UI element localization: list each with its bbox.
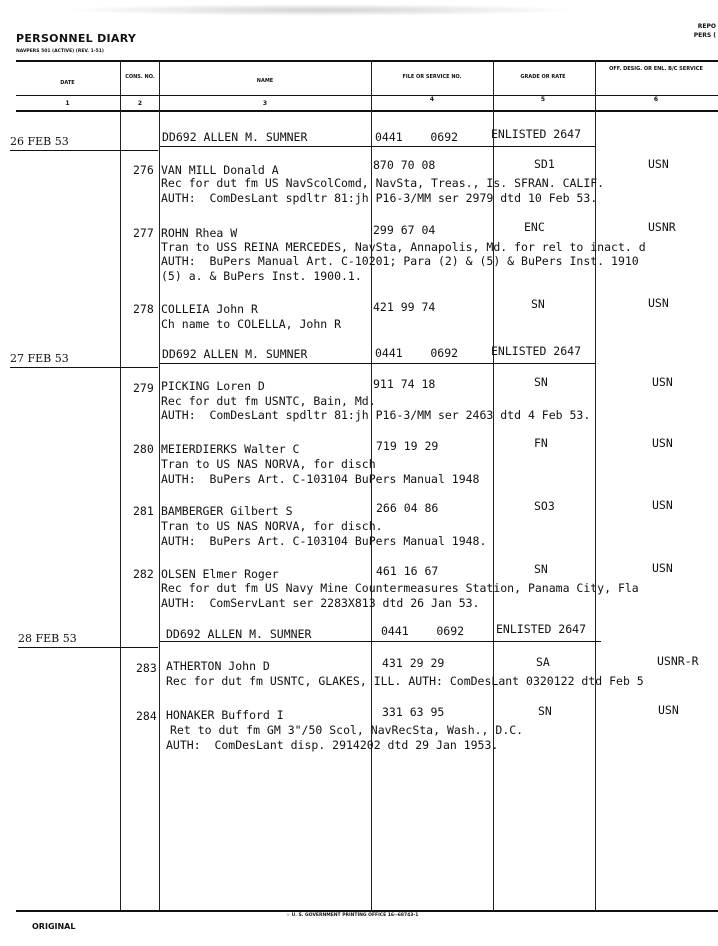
rate-281: SO3 bbox=[534, 499, 555, 513]
name-278: COLLEIA John R bbox=[161, 302, 258, 316]
rate-277: ENC bbox=[524, 220, 545, 234]
line2-280: Tran to US NAS NORVA, for disch bbox=[161, 457, 376, 471]
col-num-2: 2 bbox=[137, 100, 143, 107]
footer-rule bbox=[16, 910, 718, 912]
svc-284: 331 63 95 bbox=[382, 705, 445, 719]
line3-280: AUTH: BuPers Art. C-103104 BuPers Manual 1948 bbox=[161, 472, 480, 486]
col-header-cons: CONS. NO. bbox=[125, 74, 155, 80]
col-header-date: DATE bbox=[60, 80, 75, 86]
svc-281: 266 04 86 bbox=[376, 501, 439, 515]
form-title: PERSONNEL DIARY bbox=[16, 32, 137, 45]
line3-284: AUTH: ComDesLant disp. 2914202 dtd 29 Jan 1953. bbox=[166, 738, 499, 752]
cons-283: 283 bbox=[136, 661, 157, 675]
line3-282: AUTH: ComServLant ser 2283X813 dtd 26 Jan 53. bbox=[161, 596, 480, 610]
branch-284: USN bbox=[658, 703, 679, 717]
svc-280: 719 19 29 bbox=[376, 439, 439, 453]
name-282: OLSEN Elmer Roger bbox=[161, 567, 279, 581]
name-281: BAMBERGER Gilbert S bbox=[161, 504, 293, 518]
ship-underline-27 bbox=[160, 363, 595, 364]
top-right-label bbox=[694, 22, 716, 40]
cons-276: 276 bbox=[133, 163, 154, 177]
rate-279: SN bbox=[534, 375, 548, 389]
svc-277: 299 67 04 bbox=[373, 223, 436, 237]
col-rule-1 bbox=[120, 62, 121, 912]
ship-line-28: DD692 ALLEN M. SUMNER bbox=[166, 627, 312, 641]
branch-281: USN bbox=[652, 498, 673, 512]
name-283: ATHERTON John D bbox=[166, 659, 270, 673]
ship-line-27: DD692 ALLEN M. SUMNER bbox=[162, 347, 308, 361]
branch-278: USN bbox=[648, 296, 669, 310]
col-num-4: 4 bbox=[429, 96, 435, 103]
branch-279: USN bbox=[652, 375, 673, 389]
line2-281: Tran to US NAS NORVA, for disch. bbox=[161, 519, 383, 533]
line2-278: Ch name to COLELLA, John R bbox=[161, 317, 342, 331]
ship-grade-27: ENLISTED 2647 bbox=[491, 344, 582, 358]
col-header-offdesig: OFF. DESIG. OR ENL. B/C SERVICE bbox=[609, 66, 703, 72]
date-28-feb: 28 FEB 53 bbox=[18, 632, 77, 645]
line2-283: Rec for dut fm USNTC, GLAKES, ILL. AUTH: ComDesLant 0320122 dtd Feb 5 bbox=[166, 674, 644, 688]
cons-282: 282 bbox=[133, 567, 154, 581]
line2-279: Rec for dut fm USNTC, Bain, Md. bbox=[161, 394, 376, 408]
ship-underline-28 bbox=[160, 641, 601, 642]
ship-file-28: 0441 0692 bbox=[381, 624, 465, 638]
top-right-line2: PERS ( bbox=[693, 32, 716, 39]
col-num-6: 6 bbox=[653, 96, 659, 103]
date-26-feb: 26 FEB 53 bbox=[10, 135, 69, 148]
line2-282: Rec for dut fm US Navy Mine Countermeasures Station, Panama City, Fla bbox=[161, 581, 639, 595]
cons-281: 281 bbox=[133, 504, 154, 518]
ship-grade-28: ENLISTED 2647 bbox=[496, 622, 587, 636]
line3-281: AUTH: BuPers Art. C-103104 BuPers Manual 1948. bbox=[161, 534, 487, 548]
col-header-name: NAME bbox=[256, 78, 274, 84]
date-28-underline bbox=[18, 647, 158, 648]
date-27-feb: 27 FEB 53 bbox=[10, 352, 69, 365]
col-num-5: 5 bbox=[540, 96, 546, 103]
header-bottom-rule bbox=[16, 110, 718, 112]
name-280: MEIERDIERKS Walter C bbox=[161, 442, 300, 456]
top-right-line1: REPO bbox=[697, 23, 716, 30]
line3-279: AUTH: ComDesLant spdltr 81:jh P16-3/MM ser 2463 dtd 4 Feb 53. bbox=[161, 408, 591, 422]
rate-276: SD1 bbox=[534, 157, 555, 171]
cons-279: 279 bbox=[133, 381, 154, 395]
col-header-grade: GRADE OR RATE bbox=[520, 74, 566, 80]
line3-277: AUTH: BuPers Manual Art. C-10201; Para (2) & (5) & BuPers Inst. 1910 bbox=[161, 254, 639, 268]
cons-280: 280 bbox=[133, 442, 154, 456]
rate-280: FN bbox=[534, 436, 548, 450]
rate-284: SN bbox=[538, 704, 552, 718]
name-276: VAN MILL Donald A bbox=[161, 163, 279, 177]
svc-279: 911 74 18 bbox=[373, 377, 436, 391]
col-header-file: FILE OR SERVICE NO. bbox=[402, 74, 462, 80]
rate-282: SN bbox=[534, 562, 548, 576]
branch-280: USN bbox=[652, 436, 673, 450]
branch-277: USNR bbox=[648, 220, 676, 234]
form-number: NAVPERS 501 (ACTIVE) (REV. 1-51) bbox=[16, 49, 104, 54]
svc-276: 870 70 08 bbox=[373, 158, 436, 172]
svc-278: 421 99 74 bbox=[373, 300, 436, 314]
col-num-1: 1 bbox=[65, 100, 70, 107]
date-26-underline bbox=[10, 150, 158, 151]
rate-283: SA bbox=[536, 655, 550, 669]
ship-grade-26: ENLISTED 2647 bbox=[491, 127, 582, 141]
branch-282: USN bbox=[652, 561, 673, 575]
date-27-underline bbox=[10, 367, 158, 368]
header-top-rule bbox=[16, 60, 718, 62]
line4-277: (5) a. & BuPers Inst. 1900.1. bbox=[161, 269, 362, 283]
line2-284: Ret to dut fm GM 3"/50 Scol, NavRecSta, Wash., D.C. bbox=[170, 723, 524, 737]
line2-277: Tran to USS REINA MERCEDES, NavSta, Annapolis, Md. for rel to inact. d bbox=[161, 240, 646, 254]
gpo-imprint: ☆ U. S. GOVERNMENT PRINTING OFFICE 16--68743-1 bbox=[286, 913, 419, 918]
branch-276: USN bbox=[648, 157, 669, 171]
ship-line-26: DD692 ALLEN M. SUMNER bbox=[162, 130, 308, 144]
line2-276: Rec for dut fm US NavScolComd, NavSta, Treas., Is. SFRAN. CALIF. bbox=[161, 176, 605, 190]
svc-282: 461 16 67 bbox=[376, 564, 439, 578]
rate-278: SN bbox=[531, 297, 545, 311]
branch-283: USNR-R bbox=[657, 654, 699, 668]
svc-283: 431 29 29 bbox=[382, 656, 445, 670]
original-label: ORIGINAL bbox=[32, 922, 76, 931]
ship-underline-26 bbox=[160, 146, 595, 147]
ship-file-27: 0441 0692 bbox=[375, 346, 459, 360]
name-284: HONAKER Bufford I bbox=[166, 708, 284, 722]
name-279: PICKING Loren D bbox=[161, 379, 265, 393]
line3-276: AUTH: ComDesLant spdltr 81:jh P16-3/MM ser 2979 dtd 10 Feb 53. bbox=[161, 191, 598, 205]
cons-278: 278 bbox=[133, 302, 154, 316]
scan-smudge bbox=[60, 4, 580, 16]
name-277: ROHN Rhea W bbox=[161, 226, 238, 240]
col-rule-2 bbox=[159, 62, 160, 912]
cons-277: 277 bbox=[133, 226, 154, 240]
cons-284: 284 bbox=[136, 709, 157, 723]
col-num-3: 3 bbox=[262, 100, 268, 107]
ship-file-26: 0441 0692 bbox=[375, 130, 459, 144]
